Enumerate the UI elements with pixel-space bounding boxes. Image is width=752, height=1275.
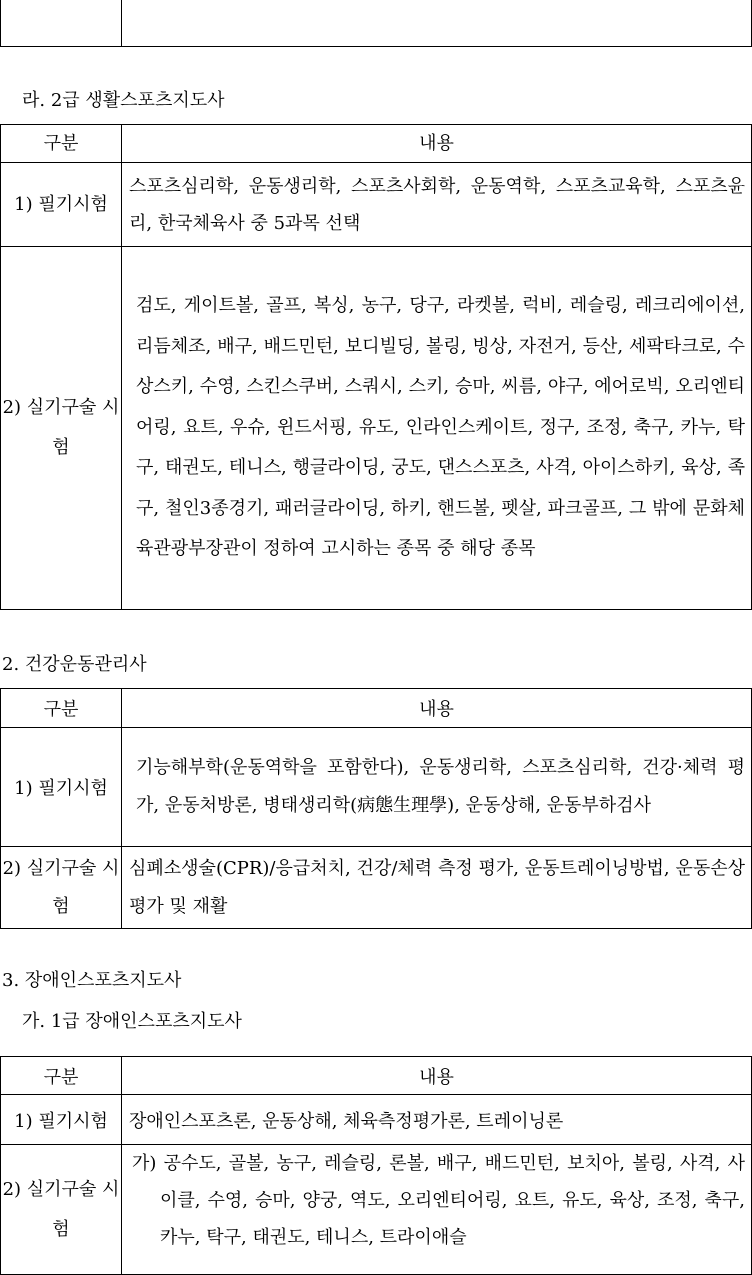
header-division: 구분 (1, 125, 122, 163)
header-content: 내용 (122, 125, 752, 163)
row-label: 2) 실기구술 시험 (1, 247, 122, 610)
header-division: 구분 (1, 689, 122, 728)
row-content: 스포츠심리학, 운동생리학, 스포츠사회학, 운동역학, 스포츠교육학, 스포츠윤리, 한국체육사 중 5과목 선택 (122, 163, 752, 247)
top-table-fragment (0, 0, 752, 47)
header-division: 구분 (1, 1057, 122, 1095)
row-content: 가) 공수도, 골볼, 농구, 레슬링, 론볼, 배구, 배드민턴, 보치아, 볼링, 사격, 사이클, 수영, 승마, 양궁, 역도, 오리엔티어링, 요트, 유도, 육상, 조정, 축구, 카누, 탁구, 태권도, 테니스, 트라이애슬 (122, 1145, 752, 1275)
row-content: 기능해부학(운동역학을 포함한다), 운동생리학, 스포츠심리학, 건강·체력 평가, 운동처방론, 병태생리학(病態生理學), 운동상해, 운동부하검사 (122, 728, 752, 847)
section-heading: 라. 2급 생활스포츠지도사 (22, 90, 225, 111)
sub-heading: 가. 1급 장애인스포츠지도사 (22, 1011, 242, 1032)
table-cell (1, 0, 122, 47)
table-health (0, 688, 752, 929)
table-disabled-sports (0, 1056, 752, 1275)
row-label: 1) 필기시험 (1, 1095, 122, 1145)
row-content: 장애인스포츠론, 운동상해, 체육측정평가론, 트레이닝론 (122, 1095, 752, 1145)
row-content: 심폐소생술(CPR)/응급처치, 건강/체력 측정 평가, 운동트레이닝방법, 운동손상 평가 및 재활 (122, 847, 752, 929)
row-label: 1) 필기시험 (1, 163, 122, 247)
table-cell (122, 0, 752, 47)
section-heading: 2. 건강운동관리사 (2, 654, 147, 675)
row-label: 2) 실기구술 시험 (1, 1145, 122, 1275)
header-content: 내용 (122, 689, 752, 728)
row-label: 1) 필기시험 (1, 728, 122, 847)
row-content: 검도, 게이트볼, 골프, 복싱, 농구, 당구, 라켓볼, 럭비, 레슬링, 레크리에이션, 리듬체조, 배구, 배드민턴, 보디빌딩, 볼링, 빙상, 자전거, 등산, 세팍타크로, 수상스키, 수영, 스킨스쿠버, 스쿼시, 스키, 승마, 씨름, 야구, 에어로빅, 오리엔티어링, 요트, 우슈, 윈드서핑, 유도, 인라인스케이트, 정구, 조정, 축구, 카누, 탁구, 태권도, 테니스, 행글라이딩, 궁도, 댄스스포츠, 사격, 아이스하키, 육상, 족구, 철인3종경기, 패러글라이딩, 하키, 핸드볼, 펫살, 파크골프, 그 밖에 문화체육관광부장관이 정하여 고시하는 종목 중 해당 종목 (122, 247, 752, 610)
row-label: 2) 실기구술 시험 (1, 847, 122, 929)
table-ra (0, 124, 752, 610)
header-content: 내용 (122, 1057, 752, 1095)
section-heading: 3. 장애인스포츠지도사 (2, 970, 182, 991)
